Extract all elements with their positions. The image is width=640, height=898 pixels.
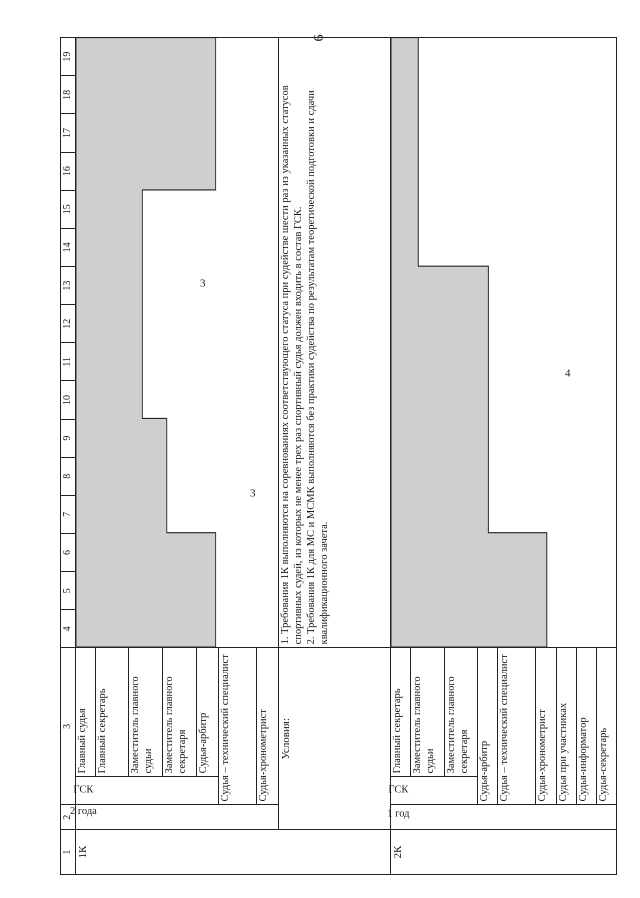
rank-1k-conditions-label: Условия: <box>279 648 391 830</box>
rank-2k-period <box>387 805 617 830</box>
rank-1k-timeline <box>75 38 279 648</box>
condition-2: 2. Требования 1К для МС и МСМК выполняются без практики судейства по результатам теоретической подготовки и сдачи квалификационного зачета. <box>305 90 330 645</box>
column-header: 18 <box>61 76 76 114</box>
column-header: 3 <box>61 648 76 805</box>
column-header: 16 <box>61 152 76 190</box>
column-header: 10 <box>61 381 76 419</box>
rank-1k-shading <box>76 38 279 647</box>
rank-1k-row <box>75 38 95 875</box>
rank-1k-group-text: ГСК <box>73 784 94 796</box>
rank-2k-role: Главный секретарь <box>391 648 411 777</box>
rank-1k-zone-label: 3 <box>199 277 206 290</box>
column-header: 8 <box>61 457 76 495</box>
column-header: 7 <box>61 495 76 533</box>
rank-1k-role: Главный секретарь <box>95 648 129 777</box>
condition-1: 1. Требования 1К выполняются на соревнованиях соответствующего статуса при судействе шести раз из указанных статусов спортивных судей, из которых не менее трех раз спортивный судья должен входить в состав ГСК. <box>280 85 305 645</box>
rank-1k-role: Заместитель главного судьи <box>129 648 163 777</box>
column-number-row <box>61 38 76 875</box>
column-header: 4 <box>61 610 76 648</box>
rank-2k-shading <box>391 38 616 647</box>
column-header: 14 <box>61 228 76 266</box>
column-header: 19 <box>61 38 76 76</box>
rank-2k-shaded-zone <box>391 38 547 647</box>
rank-1k-role: Заместитель главного секретаря <box>162 648 196 777</box>
column-header: 9 <box>61 419 76 457</box>
rank-1k-role: Главный судья <box>75 648 95 777</box>
rank-2k-zone-label: 4 <box>565 367 571 380</box>
rank-2k-role: Судья при участниках <box>556 648 576 805</box>
rank-2k-group <box>388 777 478 805</box>
rank-2k-role: Заместитель главного судьи <box>411 648 445 777</box>
column-header: 6 <box>61 533 76 571</box>
column-header: 13 <box>61 266 76 304</box>
rank-1k-shaded-zone <box>76 38 216 647</box>
rank-2k-timeline <box>391 38 617 648</box>
qualification-table <box>60 37 617 875</box>
rank-1k-role: Судья-арбитр <box>196 648 218 777</box>
rank-1k-zone-label: 3 <box>249 487 256 500</box>
column-header: 5 <box>61 572 76 610</box>
column-header: 17 <box>61 114 76 152</box>
column-header: 15 <box>61 190 76 228</box>
rank-2k-row <box>391 38 411 875</box>
rank-1k-role: Судья – технический специалист <box>218 648 256 805</box>
rank-1k-label: 1К <box>75 830 390 875</box>
rank-1k-conditions-row <box>279 38 391 875</box>
rank-2k-group-text: ГСК <box>388 784 409 796</box>
rank-2k-period-text: 1 год <box>387 808 410 820</box>
rank-2k-label: 2К <box>391 830 617 875</box>
column-header: 12 <box>61 305 76 343</box>
rank-2k-role: Судья-секретарь <box>596 648 616 805</box>
column-header: 2 <box>61 805 76 830</box>
rotated-table-sheet <box>60 37 617 875</box>
rank-1k-group <box>75 777 218 805</box>
rank-1k-chart-area <box>76 38 279 647</box>
rank-1k-conditions <box>279 38 391 648</box>
rank-2k-role: Судья-хронометрист <box>536 648 556 805</box>
page-number: 6 <box>312 34 327 42</box>
rank-2k-chart-area <box>391 38 616 647</box>
rank-2k-role: Судья – технический специалист <box>498 648 536 805</box>
rank-1k-period-text: 2 года <box>69 806 97 818</box>
column-header: 1 <box>61 830 76 875</box>
rank-2k-role: Судья-арбитр <box>478 648 498 805</box>
column-header: 11 <box>61 343 76 381</box>
rank-2k-role: Судья-информатор <box>576 648 596 805</box>
rank-2k-role: Заместитель главного секретаря <box>444 648 478 777</box>
rank-1k-period <box>69 805 279 830</box>
rank-1k-role: Судья-хронометрист <box>256 648 278 805</box>
